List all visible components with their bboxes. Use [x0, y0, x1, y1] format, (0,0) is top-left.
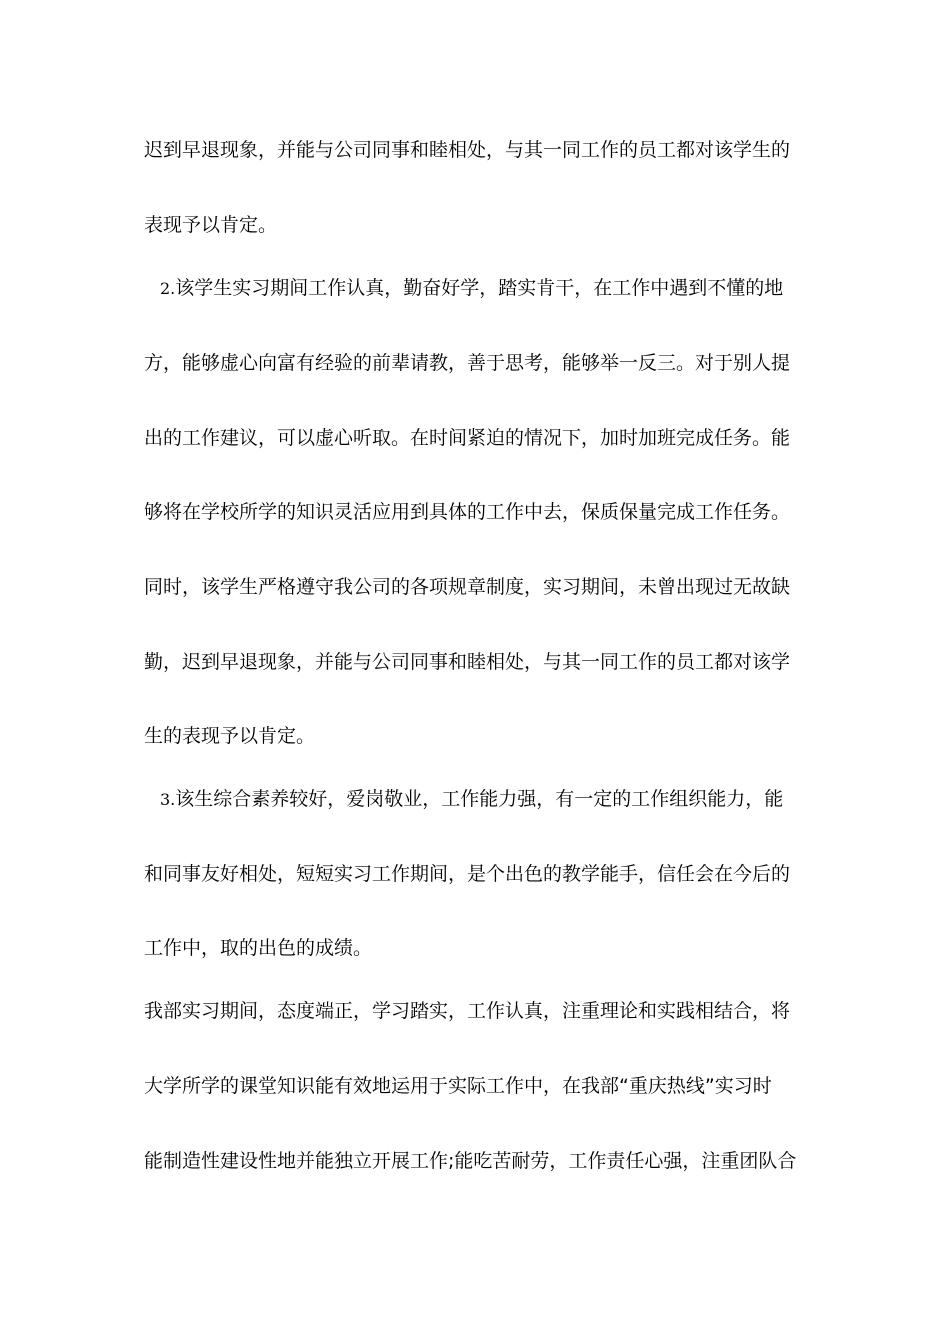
paragraph-line: 够将在学校所学的知识灵活应用到具体的工作中去，保质保量完成工作任务。 — [144, 501, 791, 523]
paragraph-line: 我部实习期间，态度端正，学习踏实，工作认真，注重理论和实践相结合，将 — [144, 1000, 791, 1022]
paragraph-line: 勤，迟到早退现象，并能与公司同事和睦相处，与其一同工作的员工都对该学 — [144, 651, 791, 673]
paragraph-line: 表现予以肯定。 — [144, 214, 278, 236]
paragraph-line: 该学生实习期间工作认真，勤奋好学，踏实肯干，在工作中遇到不懂的地 — [175, 277, 784, 299]
paragraph-line: 方，能够虚心向富有经验的前辈请教，善于思考，能够举一反三。对于别人提 — [144, 352, 791, 374]
paragraph-line: 大学所学的课堂知识能有效地运用于实际工作中，在我部“重庆热线”实习时 — [144, 1075, 772, 1097]
paragraph-line: 同时，该学生严格遵守我公司的各项规章制度，实习期间，未曾出现过无故缺 — [144, 576, 791, 598]
paragraph-line: 生的表现予以肯定。 — [144, 725, 316, 747]
list-item-2 — [160, 275, 830, 302]
paragraph-line: 出的工作建议，可以虚心听取。在时间紧迫的情况下，加时加班完成任务。能 — [144, 427, 791, 449]
paragraph-line: 迟到早退现象，并能与公司同事和睦相处，与其一同工作的员工都对该学生的 — [144, 139, 791, 161]
list-number: 3. — [160, 790, 176, 809]
paragraph-line: 工作中，取的出色的成绩。 — [144, 937, 373, 959]
list-item-3 — [160, 786, 830, 813]
paragraph-line: 该生综合素养较好，爱岗敬业，工作能力强，有一定的工作组织能力，能 — [175, 788, 784, 810]
paragraph-line: 能制造性建设性地并能独立开展工作;能吃苦耐劳，工作责任心强，注重团队合 — [144, 1150, 797, 1172]
list-number: 2. — [160, 279, 176, 298]
paragraph-line: 和同事友好相处，短短实习工作期间，是个出色的教学能手，信任会在今后的 — [144, 863, 791, 885]
